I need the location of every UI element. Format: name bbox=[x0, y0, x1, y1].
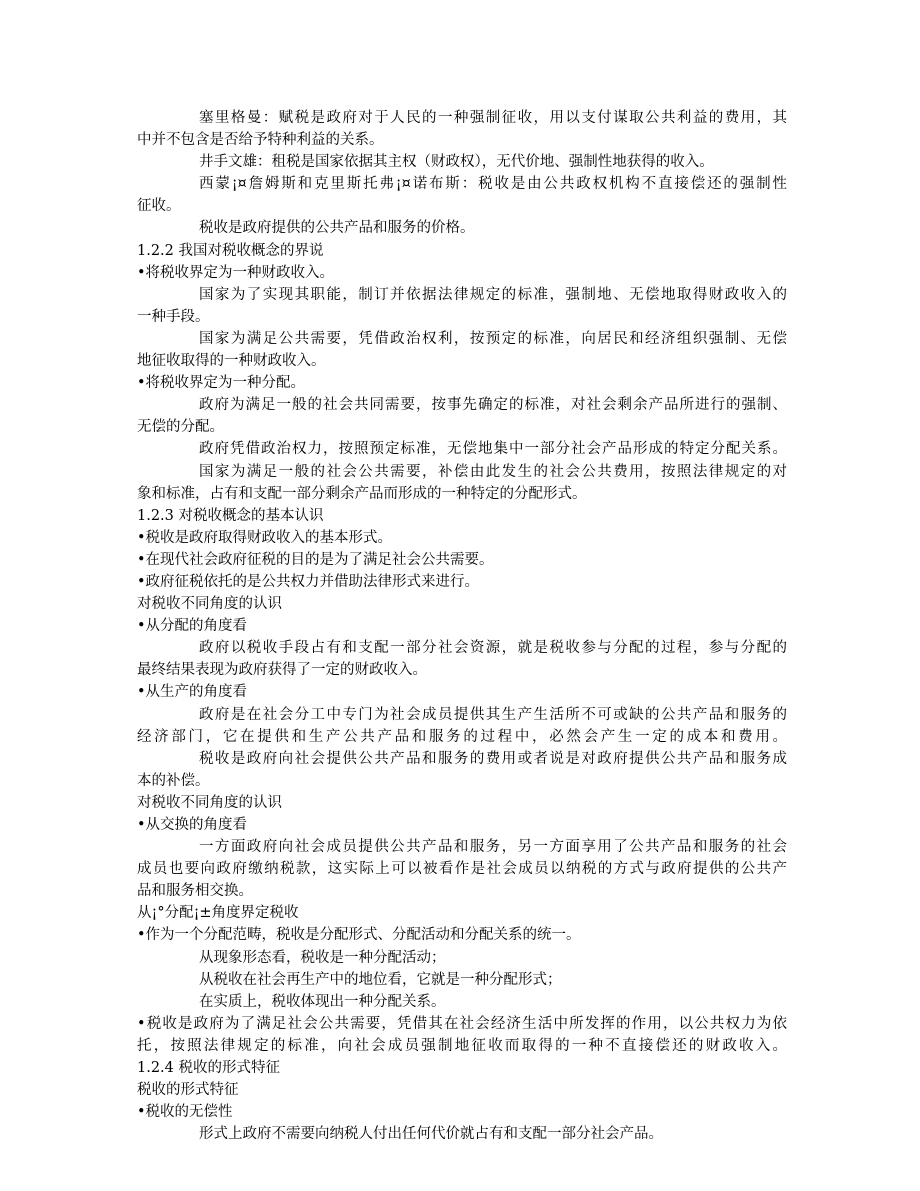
text-line: 从¡°分配¡±角度界定税收 bbox=[137, 905, 299, 922]
text-line: •在现代社会政府征税的目的是为了满足社会公共需要。 bbox=[137, 551, 494, 568]
text-line: 国家为了实现其职能，制订并依据法律规定的标准，强制地、无偿地取得财政收入的 bbox=[199, 286, 787, 303]
text-line: •作为一个分配范畴，税收是分配形式、分配活动和分配关系的统一。 bbox=[137, 927, 581, 944]
text-line: 税收是政府提供的公共产品和服务的价格。 bbox=[199, 220, 475, 237]
text-line: •税收是政府为了满足社会公共需要，凭借其在社会经济生活中所发挥的作用，以公共权力为依 bbox=[137, 1015, 787, 1032]
text-line: •从分配的角度看 bbox=[137, 618, 248, 635]
text-line: 无偿的分配。 bbox=[137, 419, 224, 436]
text-line: 在实质上，税收体现出一种分配关系。 bbox=[199, 993, 446, 1010]
text-line: •税收是政府取得财政收入的基本形式。 bbox=[137, 529, 393, 546]
text-line: 政府凭借政治权力，按照预定标准，无偿地集中一部分社会产品形成的特定分配关系。 bbox=[199, 441, 787, 458]
text-line: 一种手段。 bbox=[137, 308, 210, 325]
text-line: 1.2.2 我国对税收概念的界说 bbox=[137, 242, 324, 259]
text-line: 国家为满足公共需要，凭借政治权利，按预定的标准，向居民和经济组织强制、无偿 bbox=[199, 330, 787, 347]
text-line: •将税收界定为一种分配。 bbox=[137, 375, 306, 392]
text-line: 对税收不同角度的认识 bbox=[137, 794, 282, 811]
text-line: •政府征税依托的是公共权力并借助法律形式来进行。 bbox=[137, 573, 480, 590]
text-line: 一方面政府向社会成员提供公共产品和服务，另一方面享用了公共产品和服务的社会 bbox=[199, 839, 787, 856]
text-line: 从税收在社会再生产中的地位看，它就是一种分配形式； bbox=[199, 971, 562, 988]
text-line: 税收是政府向社会提供公共产品和服务的费用或者说是对政府提供公共产品和服务成 bbox=[199, 750, 787, 767]
document-page bbox=[137, 107, 787, 1145]
text-line: 对税收不同角度的认识 bbox=[137, 596, 282, 613]
text-line: 形式上政府不需要向纳税人付出任何代价就占有和支配一部分社会产品。 bbox=[199, 1126, 663, 1143]
text-line: 税收的形式特征 bbox=[137, 1082, 239, 1099]
text-line: 政府为满足一般的社会共同需要，按事先确定的标准，对社会剩余产品所进行的强制、 bbox=[199, 397, 787, 414]
text-line: 象和标准，占有和支配一部分剩余产品而形成的一种特定的分配形式。 bbox=[137, 485, 587, 502]
text-line: 成员也要向政府缴纳税款，这实际上可以被看作是社会成员以纳税的方式与政府提供的公共产 bbox=[137, 861, 787, 878]
text-line: 政府是在社会分工中专门为社会成员提供其生产生活所不可或缺的公共产品和服务的 bbox=[199, 706, 787, 723]
text-line: 西蒙¡¤詹姆斯和克里斯托弗¡¤诺布斯：税收是由公共政权机构不直接偿还的强制性 bbox=[199, 176, 787, 193]
text-line: 最终结果表现为政府获得了一定的财政收入。 bbox=[137, 662, 427, 679]
text-line: 井手文雄：租税是国家依据其主权（财政权），无代价地、强制性地获得的收入。 bbox=[199, 154, 714, 171]
text-line: 托，按照法律规定的标准，向社会成员强制地征收而取得的一种不直接偿还的财政收入。 bbox=[137, 1037, 787, 1054]
text-line: •税收的无偿性 bbox=[137, 1104, 233, 1121]
text-line: 品和服务相交换。 bbox=[137, 883, 253, 900]
text-line: 地征收取得的一种财政收入。 bbox=[137, 353, 326, 370]
text-line: 国家为满足一般的社会公共需要，补偿由此发生的社会公共费用，按照法律规定的对 bbox=[199, 463, 787, 480]
text-line: 征收。 bbox=[137, 198, 181, 215]
text-line: 政府以税收手段占有和支配一部分社会资源，就是税收参与分配的过程，参与分配的 bbox=[199, 640, 787, 657]
text-line: 1.2.4 税收的形式特征 bbox=[137, 1060, 281, 1077]
text-line: 经济部门，它在提供和生产公共产品和服务的过程中，必然会产生一定的成本和费用。 bbox=[137, 728, 787, 745]
text-line: 中并不包含是否给予特种利益的关系。 bbox=[137, 132, 384, 149]
text-line: 1.2.3 对税收概念的基本认识 bbox=[137, 507, 324, 524]
text-line: 塞里格曼：赋税是政府对于人民的一种强制征收，用以支付谋取公共利益的费用，其 bbox=[199, 110, 787, 126]
text-line: •将税收界定为一种财政收入。 bbox=[137, 264, 335, 281]
text-line: •从生产的角度看 bbox=[137, 684, 248, 701]
text-line: 本的补偿。 bbox=[137, 772, 210, 789]
text-line: 从现象形态看，税收是一种分配活动； bbox=[199, 949, 446, 966]
text-line: •从交换的角度看 bbox=[137, 817, 248, 833]
